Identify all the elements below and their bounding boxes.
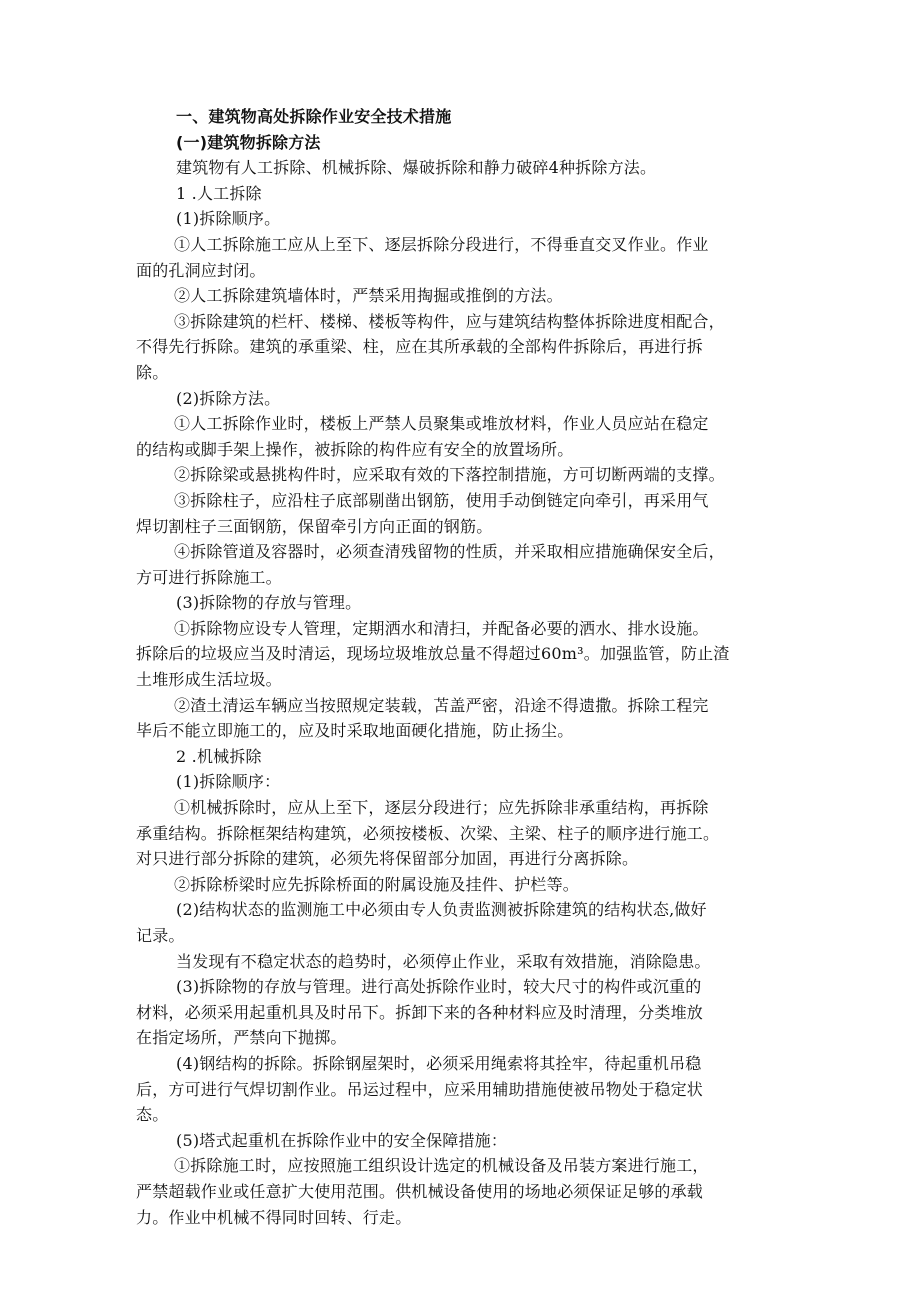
text-line: 毕后不能立即施工的，应及时采取地面硬化措施，防止扬尘。: [136, 721, 574, 741]
text-line: (5)塔式起重机在拆除作业中的安全保障措施：: [176, 1130, 508, 1150]
text-line: ①人工拆除作业时，楼板上严禁人员聚集或堆放材料，作业人员应站在稳定: [174, 414, 709, 434]
text-line: (3)拆除物的存放与管理。: [176, 593, 362, 613]
text-line: 的结构或脚手架上操作，被拆除的构件应有安全的放置场所。: [136, 439, 574, 459]
text-line: ②拆除梁或悬挑构件时，应采取有效的下落控制措施，方可切断两端的支撑。: [174, 465, 725, 485]
text-line: 在指定场所，严禁向下抛掷。: [136, 1028, 347, 1048]
text-line: ①机械拆除时，应从上至下，逐层分段进行；应先拆除非承重结构，再拆除: [174, 798, 709, 818]
text-line: 面的孔洞应封闭。: [136, 260, 266, 280]
text-line: ②拆除桥梁时应先拆除桥面的附属设施及挂件、护栏等。: [174, 874, 580, 894]
text-line: 2 .机械拆除: [176, 746, 262, 766]
text-line: ②人工拆除建筑墙体时，严禁采用掏掘或推倒的方法。: [174, 286, 563, 306]
text-line: ①拆除施工时，应按照施工组织设计选定的机械设备及吊装方案进行施工，: [174, 1156, 709, 1176]
text-line: (2)拆除方法。: [176, 388, 281, 408]
text-line: 土堆形成生活垃圾。: [136, 670, 282, 690]
text-line: (4)钢结构的拆除。拆除钢屋架时，必须采用绳索将其拴牢，待起重机吊稳: [176, 1053, 702, 1073]
text-line: 建筑物有人工拆除、机械拆除、爆破拆除和静力破碎4种拆除方法。: [176, 158, 657, 178]
text-line: 材料，必须采用起重机具及时吊下。拆卸下来的各种材料应及时清理，分类堆放: [136, 1002, 704, 1022]
text-line: ②渣土清运车辆应当按照规定装载，苫盖严密，沿途不得遗撒。拆除工程完: [174, 695, 709, 715]
text-line: 焊切割柱子三面钢筋，保留牵引方向正面的钢筋。: [136, 516, 493, 536]
text-line: (3)拆除物的存放与管理。进行高处拆除作业时，较大尺寸的构件或沉重的: [176, 977, 702, 997]
text-line: 态。: [136, 1105, 169, 1125]
text-line: ③拆除建筑的栏杆、楼梯、楼板等构件，应与建筑结构整体拆除进度相配合，: [174, 311, 725, 331]
text-line: ③拆除柱子，应沿柱子底部剔凿出钢筋，使用手动倒链定向牵引，再采用气: [174, 490, 709, 510]
text-line: 1 .人工拆除: [176, 183, 262, 203]
text-line: 力。作业中机械不得同时回转、行走。: [136, 1207, 412, 1227]
text-line: 记录。: [136, 926, 185, 945]
section-heading: 一、建筑物高处拆除作业安全技术措施: [176, 107, 452, 126]
text-line: 不得先行拆除。建筑的承重梁、柱，应在其所承载的全部构件拆除后，再进行拆: [136, 337, 704, 357]
text-line: 严禁超载作业或任意扩大使用范围。供机械设备使用的场地必须保证足够的承载: [136, 1181, 704, 1201]
text-line: 当发现有不稳定状态的趋势时，必须停止作业，采取有效措施，消除隐患。: [176, 951, 711, 971]
text-line: ①人工拆除施工应从上至下、逐层拆除分段进行，不得垂直交叉作业。作业: [174, 234, 709, 254]
text-line: 方可进行拆除施工。: [136, 567, 282, 587]
text-line: 后，方可进行气焊切割作业。吊运过程中，应采用辅助措施使被吊物处于稳定状: [136, 1079, 704, 1099]
document-page: [136, 104, 796, 1230]
text-line: (1)拆除顺序。: [176, 209, 281, 229]
text-line: ④拆除管道及容器时，必须查清残留物的性质，并采取相应措施确保安全后，: [174, 542, 725, 562]
text-line: 拆除后的垃圾应当及时清运，现场垃圾堆放总量不得超过60m³。加强监管，防止渣: [136, 644, 730, 664]
text-line: (1)拆除顺序：: [176, 772, 281, 792]
text-line: ①拆除物应设专人管理，定期洒水和清扫，并配备必要的洒水、排水设施。: [174, 618, 709, 638]
text-line: 对只进行部分拆除的建筑，必须先将保留部分加固，再进行分离拆除。: [136, 849, 639, 869]
text-line: 承重结构。拆除框架结构建筑，必须按楼板、次梁、主梁、柱子的顺序进行施工。: [136, 823, 720, 843]
section-heading: (一)建筑物拆除方法: [176, 132, 321, 152]
text-line: 除。: [136, 362, 169, 382]
text-line: (2)结构状态的监测施工中必须由专人负责监测被拆除建筑的结构状态,做好: [176, 900, 707, 920]
